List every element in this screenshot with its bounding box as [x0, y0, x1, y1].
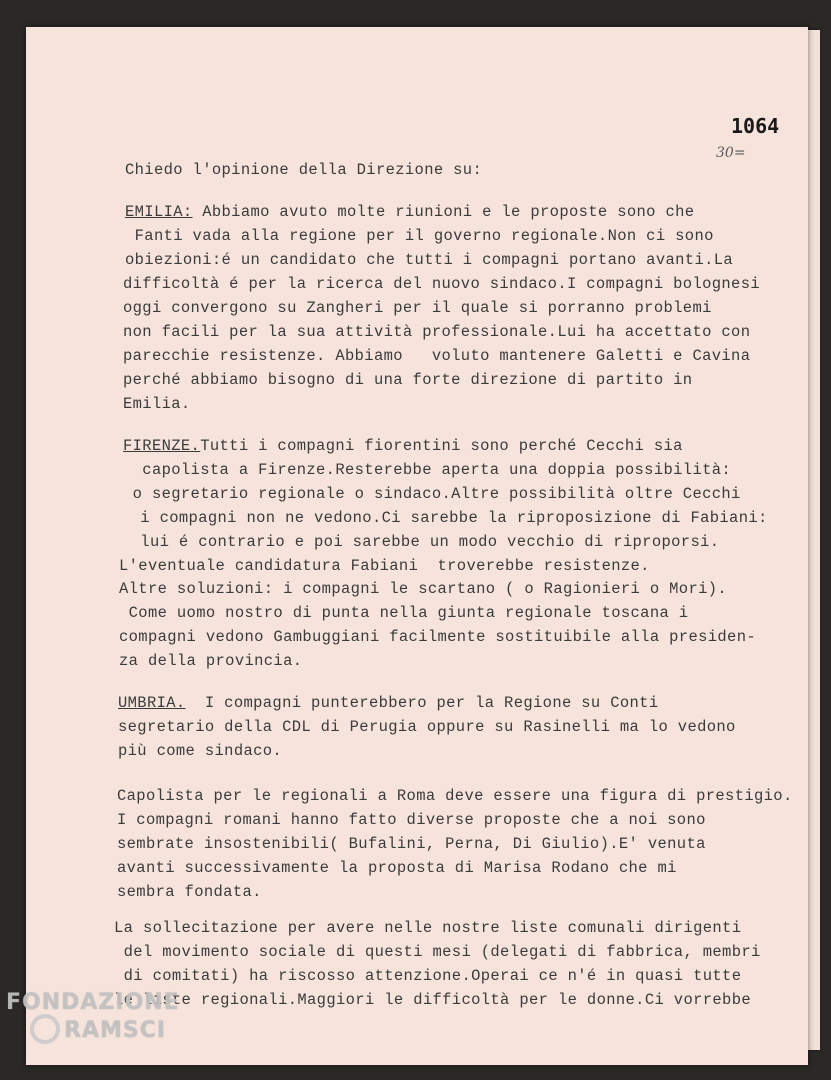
watermark-fondazione: FONDAZIONE — [6, 990, 180, 1015]
emilia-heading: EMILIA: — [125, 203, 193, 221]
roma-line: avanti successivamente la proposta di Marisa Rodano che mi — [117, 859, 677, 877]
firenze-line: Altre soluzioni: i compagni le scartano ( o Ragionieri o Mori). — [119, 580, 728, 598]
roma-line: Capolista per le regionali a Roma deve essere una figura di prestigio. — [117, 787, 793, 805]
emilia-line: oggi convergono su Zangheri per il quale si porranno problemi — [123, 299, 712, 317]
firenze-line: capolista a Firenze.Resterebbe aperta una doppia possibilità: — [123, 461, 732, 479]
emilia-line — [125, 203, 694, 221]
emilia-line: Emilia. — [123, 395, 191, 413]
emilia-line: non facili per la sua attività professionale.Lui ha accettato con — [123, 323, 751, 341]
watermark-gramsci: RAMSCI — [64, 1018, 167, 1043]
roma-line: I compagni romani hanno fatto diverse proposte che a noi sono — [117, 811, 706, 829]
document-sheet — [26, 27, 808, 1065]
roma-line: sembra fondata. — [117, 883, 262, 901]
emilia-line: difficoltà é per la ricerca del nuovo sindaco.I compagni bolognesi — [123, 275, 760, 293]
umbria-text: I compagni punterebbero per la Regione su Conti — [185, 694, 659, 712]
emilia-line: Fanti vada alla regione per il governo regionale.Non ci sono — [125, 227, 714, 245]
firenze-line — [123, 437, 683, 455]
closing-line: di comitati) ha riscosso attenzione.Operai ce n'é in quasi tutte — [114, 967, 742, 985]
umbria-heading: UMBRIA. — [118, 694, 186, 712]
closing-line: le liste regionali.Maggiori le difficoltà per le donne.Ci vorrebbe — [114, 991, 751, 1009]
umbria-line: più come sindaco. — [118, 742, 283, 760]
firenze-line: L'eventuale candidatura Fabiani troverebbe resistenze. — [119, 557, 650, 575]
umbria-line: segretario della CDL di Perugia oppure su Rasinelli ma lo vedono — [118, 718, 736, 736]
firenze-line: o segretario regionale o sindaco.Altre possibilità oltre Cecchi — [123, 485, 741, 503]
roma-line: sembrate insostenibili( Bufalini, Perna, Di Giulio).E' venuta — [117, 835, 706, 853]
closing-line: La sollecitazione per avere nelle nostre liste comunali dirigenti — [114, 919, 742, 937]
page-number: 1064 — [731, 114, 780, 138]
watermark-g-logo — [30, 1014, 60, 1044]
emilia-line: perché abbiamo bisogno di una forte direzione di partito in — [123, 371, 693, 389]
closing-line: del movimento sociale di questi mesi (delegati di fabbrica, membri — [114, 943, 761, 961]
firenze-line: za della provincia. — [119, 652, 303, 670]
emilia-text: Abbiamo avuto molte riunioni e le proposte sono che — [192, 203, 695, 221]
intro-line: Chiedo l'opinione della Direzione su: — [125, 161, 483, 179]
umbria-line — [118, 694, 659, 712]
emilia-line: parecchie resistenze. Abbiamo voluto mantenere Galetti e Cavina — [123, 347, 751, 365]
firenze-line: lui é contrario e poi sarebbe un modo vecchio di riproporsi. — [121, 533, 720, 551]
firenze-line: Come uomo nostro di punta nella giunta regionale toscana i — [119, 604, 689, 622]
firenze-line: i compagni non ne vedono.Ci sarebbe la riproposizione di Fabiani: — [121, 509, 768, 527]
emilia-line: obiezioni:é un candidato che tutti i compagni portano avanti.La — [125, 251, 734, 269]
firenze-text: Tutti i compagni fiorentini sono perché Cecchi sia — [200, 437, 683, 455]
handwritten-note: 30= — [716, 145, 746, 161]
firenze-heading: FIRENZE. — [123, 437, 201, 455]
firenze-line: compagni vedono Gambuggiani facilmente sostituibile alla presiden- — [119, 628, 756, 646]
